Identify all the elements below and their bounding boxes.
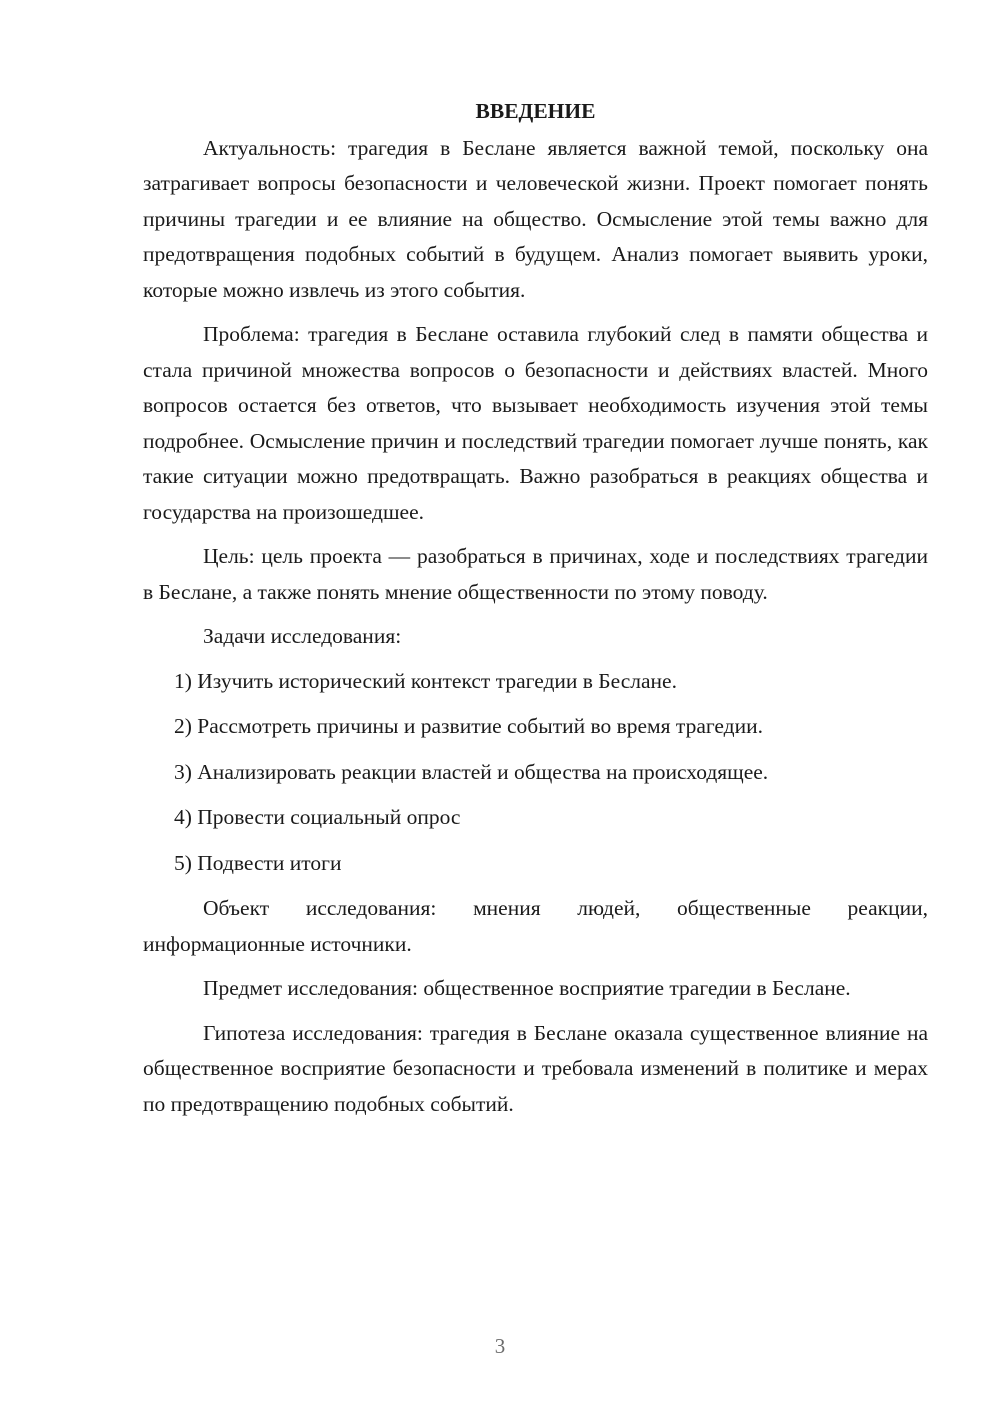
paragraph-subject: Предмет исследования: общественное восприятие трагедии в Беслане. bbox=[203, 976, 851, 1000]
task-item-4: 4) Провести социальный опрос bbox=[174, 805, 461, 829]
paragraph-problem: Проблема: трагедия в Беслане оставила глубокий след в памяти общества и стала причиной множества вопросов о безопасности и действиях властей. Много вопросов остается без ответов, что вызывает необходимость изучения этой темы подробнее. Осмысление причин и последствий трагедии помогает лучше понять, как такие ситуации можно предотвращать. Важно разобраться в реакциях общества и государства на произошедшее. bbox=[143, 322, 928, 524]
page-content bbox=[143, 94, 928, 1131]
paragraph-goal: Цель: цель проекта — разобраться в причинах, ходе и последствиях трагедии в Беслане, а также понять мнение общественности по этому поводу. bbox=[143, 544, 928, 604]
paragraph-relevance: Актуальность: трагедия в Беслане является важной темой, поскольку она затрагивает вопросы безопасности и человеческой жизни. Проект помогает понять причины трагедии и ее влияние на общество. Осмысление этой темы важно для предотвращения подобных событий в будущем. Анализ помогает выявить уроки, которые можно извлечь из этого события. bbox=[143, 135, 928, 302]
page-number: 3 bbox=[494, 1334, 506, 1358]
paragraph-hypothesis: Гипотеза исследования: трагедия в Беслане оказала существенное влияние на общественное восприятие безопасности и требовала изменений в политике и мерах по предотвращению подобных событий. bbox=[143, 1020, 928, 1116]
task-item-2: 2) Рассмотреть причины и развитие событий во время трагедии. bbox=[174, 714, 763, 738]
task-item-3: 3) Анализировать реакции властей и общества на происходящее. bbox=[174, 759, 769, 784]
page-title: ВВЕДЕНИЕ bbox=[475, 99, 596, 123]
task-item-1: 1) Изучить исторический контекст трагедии в Беслане. bbox=[174, 668, 677, 693]
paragraph-object: Объект исследования: мнения людей, общественные реакции, информационные источники. bbox=[143, 896, 928, 956]
tasks-heading: Задачи исследования: bbox=[203, 624, 402, 648]
task-item-5: 5) Подвести итоги bbox=[174, 850, 342, 875]
